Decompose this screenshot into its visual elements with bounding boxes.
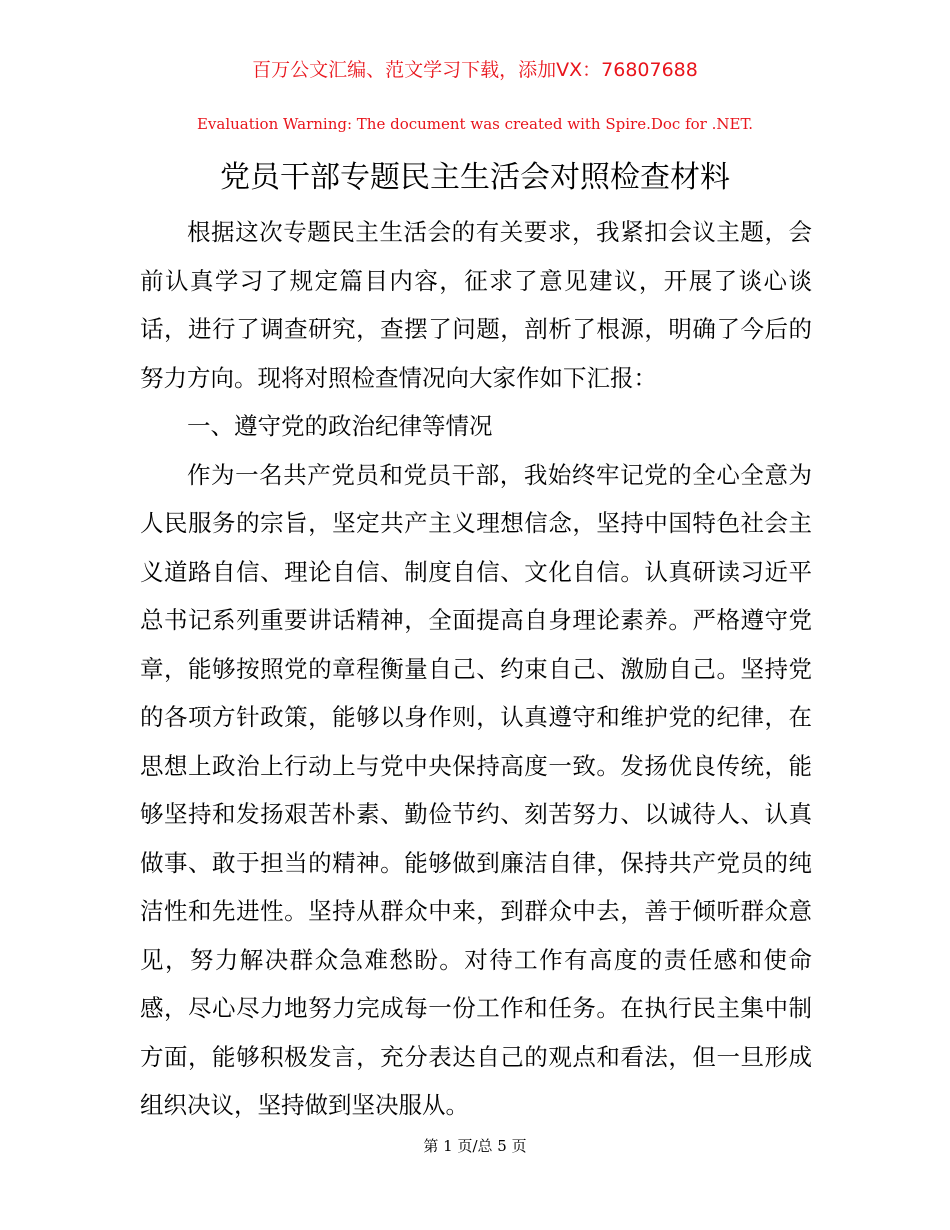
- page-number: 第 1 页/总 5 页: [423, 1137, 527, 1155]
- section-paragraph: 作为一名共产党员和党员干部，我始终牢记党的全心全意为人民服务的宗旨，坚定共产主义理想信念，坚持中国特色社会主义道路自信、理论自信、制度自信、文化自信。认真研读习近平总书记系列重要讲话精神，全面提高自身理论素养。严格遵守党章，能够按照党的章程衡量自己、约束自己、激励自己。坚持党的各项方针政策，能够以身作则，认真遵守和维护党的纪律，在思想上政治上行动上与党中央保持高度一致。发扬优良传统，能够坚持和发扬艰苦朴素、勤俭节约、刻苦努力、以诚待人、认真做事、敢于担当的精神。能够做到廉洁自律，保持共产党员的纯洁性和先进性。坚持从群众中来，到群众中去，善于倾听群众意见，努力解决群众急难愁盼。对待工作有高度的责任感和使命感，尽心尽力地努力完成每一份工作和任务。在执行民主集中制方面，能够积极发言，充分表达自己的观点和看法，但一旦形成组织决议，坚持做到坚决服从。: [140, 460, 812, 1119]
- section-heading: 一、遵守党的政治纪律等情况: [187, 412, 493, 440]
- evaluation-warning: Evaluation Warning: The document was created with Spire.Doc for .NET.: [196, 115, 754, 133]
- document-body: [140, 208, 812, 1130]
- intro-paragraph: 根据这次专题民主生活会的有关要求，我紧扣会议主题，会前认真学习了规定篇目内容，征求了意见建议，开展了谈心谈话，进行了调查研究，查摆了问题，剖析了根源，明确了今后的努力方向。现将对照检查情况向大家作如下汇报：: [140, 218, 812, 392]
- header-ad-text: 百万公文汇编、范文学习下载，添加VX：76807688: [252, 59, 698, 81]
- document-title: 党员干部专题民主生活会对照检查材料: [220, 160, 730, 195]
